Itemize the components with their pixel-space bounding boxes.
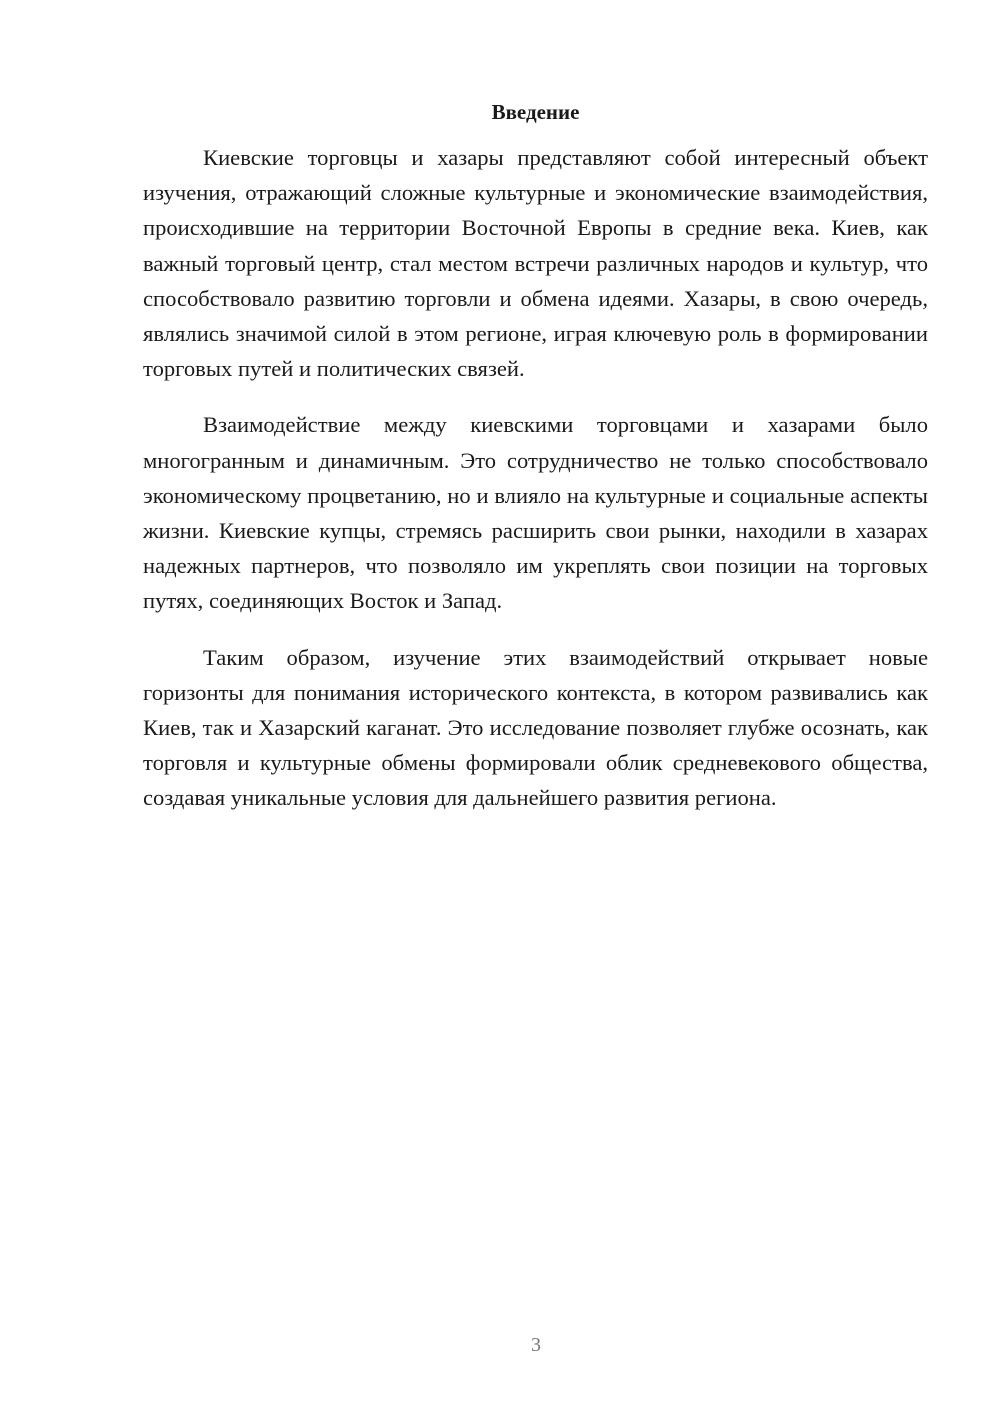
paragraph-3: Таким образом, изучение этих взаимодействий открывает новые горизонты для понимания исторического контекста, в котором развивались как Киев, так и Хазарский каганат. Это исследование позволяет глубже осознать, как торговля и культурные обмены формировали облик средневекового общества, создавая уникальные условия для дальнейшего развития региона. [143,644,928,811]
page-number: 3 [531,1334,541,1356]
paragraph-1: Киевские торговцы и хазары представляют собой интересный объект изучения, отражающий сложные культурные и экономические взаимодействия, происходившие на территории Восточной Европы в средние века. Киев, как важный торговый центр, стал местом встречи различных народов и культур, что способствовало развитию торговли и обмена идеями. Хазары, в свою очередь, являлись значимой силой в этом регионе, играя ключевую роль в формировании торговых путей и политических связей. [143,145,928,382]
page-content [143,96,928,837]
section-heading: Введение [491,100,580,124]
paragraph-2: Взаимодействие между киевскими торговцами и хазарами было многогранным и динамичным. Это сотрудничество не только способствовало экономическому процветанию, но и влияло на культурные и социальные аспекты жизни. Киевские купцы, стремясь расширить свои рынки, находили в хазарах надежных партнеров, что позволяло им укреплять свои позиции на торговых путях, соединяющих Восток и Запад. [143,412,928,614]
